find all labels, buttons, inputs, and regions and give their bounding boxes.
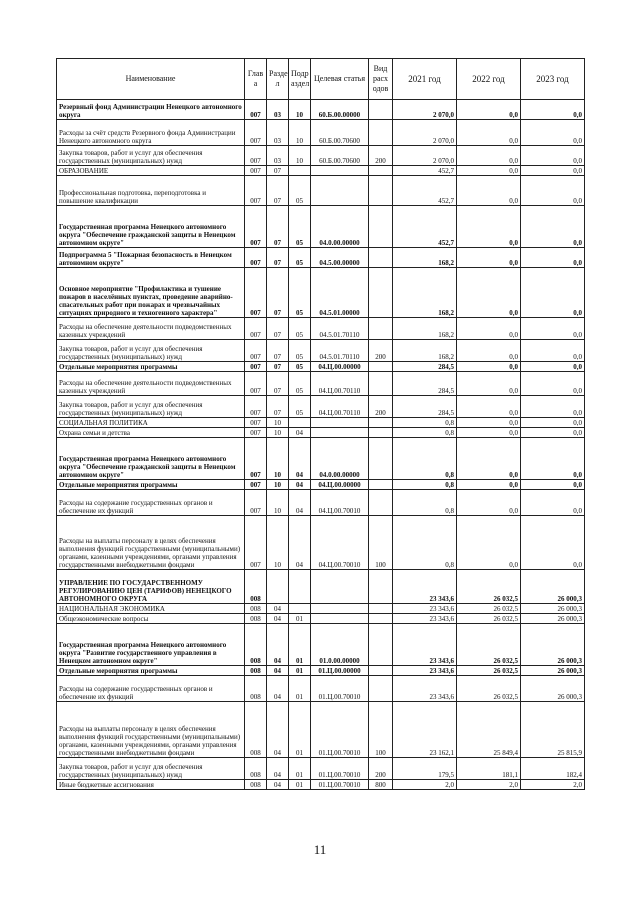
- cell-name: Иные бюджетные ассигнования: [57, 780, 245, 790]
- cell-2022: 0,0: [457, 100, 521, 120]
- cell-statya: 01.Ц.00.70010: [311, 758, 369, 780]
- cell-2022: 2,0: [457, 780, 521, 790]
- cell-podrazdel: 01: [289, 702, 311, 758]
- cell-glava: 008: [245, 676, 267, 702]
- cell-2021: 23 343,6: [393, 666, 457, 676]
- cell-2023: 0,0: [521, 516, 585, 570]
- table-row: [57, 676, 585, 702]
- cell-2022: 0,0: [457, 372, 521, 396]
- cell-2022: 26 032,5: [457, 570, 521, 604]
- cell-2021: 168,2: [393, 340, 457, 362]
- cell-2023: 182,4: [521, 758, 585, 780]
- cell-glava: 007: [245, 146, 267, 166]
- cell-2022: 181,1: [457, 758, 521, 780]
- cell-vid: [369, 666, 393, 676]
- cell-razdel: 07: [267, 396, 289, 418]
- cell-glava: 008: [245, 758, 267, 780]
- cell-name: Отдельные мероприятия программы: [57, 362, 245, 372]
- cell-glava: 008: [245, 702, 267, 758]
- header-vid: Вид расх одов: [369, 59, 393, 100]
- cell-podrazdel: 04: [289, 516, 311, 570]
- cell-glava: 007: [245, 318, 267, 340]
- cell-razdel: 03: [267, 120, 289, 146]
- cell-razdel: [267, 570, 289, 604]
- cell-2023: 0,0: [521, 268, 585, 318]
- cell-2022: 0,0: [457, 340, 521, 362]
- cell-vid: [369, 570, 393, 604]
- cell-2022: 0,0: [457, 418, 521, 428]
- table-row: [57, 166, 585, 176]
- cell-glava: 007: [245, 372, 267, 396]
- cell-glava: 007: [245, 438, 267, 480]
- cell-podrazdel: 05: [289, 206, 311, 248]
- cell-razdel: 04: [267, 614, 289, 624]
- cell-name: Резервный фонд Администрации Ненецкого автономного округа: [57, 100, 245, 120]
- cell-glava: 007: [245, 340, 267, 362]
- cell-razdel: 04: [267, 702, 289, 758]
- cell-2023: 0,0: [521, 100, 585, 120]
- cell-name: Подпрограмма 5 "Пожарная безопасность в Ненецком автономном округе": [57, 248, 245, 268]
- table-header-row: [57, 59, 585, 100]
- cell-vid: [369, 248, 393, 268]
- cell-vid: [369, 614, 393, 624]
- cell-statya: [311, 570, 369, 604]
- cell-vid: [369, 604, 393, 614]
- table-row: [57, 570, 585, 604]
- cell-name: Расходы на содержание государственных органов и обеспечение их функций: [57, 490, 245, 516]
- cell-name: Закупка товаров, работ и услуг для обеспечения государственных (муниципальных) нужд: [57, 758, 245, 780]
- cell-vid: [369, 480, 393, 490]
- cell-2021: 23 343,6: [393, 614, 457, 624]
- cell-name: СОЦИАЛЬНАЯ ПОЛИТИКА: [57, 418, 245, 428]
- cell-vid: [369, 120, 393, 146]
- table-row: [57, 340, 585, 362]
- cell-2022: 0,0: [457, 480, 521, 490]
- cell-glava: 007: [245, 206, 267, 248]
- table-row: [57, 418, 585, 428]
- cell-2021: 0,8: [393, 490, 457, 516]
- cell-glava: 007: [245, 480, 267, 490]
- cell-glava: 008: [245, 780, 267, 790]
- cell-podrazdel: 05: [289, 362, 311, 372]
- cell-2022: 0,0: [457, 206, 521, 248]
- table-row: [57, 362, 585, 372]
- table-row: [57, 490, 585, 516]
- cell-2023: 0,0: [521, 490, 585, 516]
- cell-2023: 0,0: [521, 206, 585, 248]
- cell-statya: 04.5.00.00000: [311, 248, 369, 268]
- cell-razdel: 07: [267, 362, 289, 372]
- table-row: [57, 268, 585, 318]
- cell-2021: 23 343,6: [393, 676, 457, 702]
- table-row: [57, 206, 585, 248]
- cell-2022: 0,0: [457, 120, 521, 146]
- table-row: [57, 100, 585, 120]
- cell-2023: 0,0: [521, 248, 585, 268]
- cell-podrazdel: 01: [289, 614, 311, 624]
- cell-podrazdel: 04: [289, 490, 311, 516]
- cell-vid: [369, 372, 393, 396]
- cell-statya: 60.Б.00.70600: [311, 120, 369, 146]
- cell-2021: 452,7: [393, 206, 457, 248]
- cell-podrazdel: 05: [289, 268, 311, 318]
- cell-2021: 284,5: [393, 396, 457, 418]
- cell-razdel: 04: [267, 676, 289, 702]
- cell-vid: [369, 428, 393, 438]
- cell-razdel: 10: [267, 480, 289, 490]
- table-row: [57, 624, 585, 666]
- table-row: [57, 428, 585, 438]
- cell-2022: 0,0: [457, 146, 521, 166]
- cell-statya: 01.Ц.00.70010: [311, 780, 369, 790]
- cell-razdel: 10: [267, 418, 289, 428]
- cell-glava: 008: [245, 604, 267, 614]
- cell-podrazdel: 10: [289, 120, 311, 146]
- cell-2023: 26 000,3: [521, 666, 585, 676]
- cell-vid: 100: [369, 516, 393, 570]
- cell-2022: 26 032,5: [457, 666, 521, 676]
- cell-statya: 01.Ц.00.70010: [311, 702, 369, 758]
- cell-2021: 168,2: [393, 248, 457, 268]
- cell-name: Государственная программа Ненецкого автономного округа "Обеспечение гражданской защиты в Ненецком автономном округе": [57, 206, 245, 248]
- cell-statya: 04.Ц.00.70010: [311, 490, 369, 516]
- cell-2021: 0,8: [393, 480, 457, 490]
- cell-2021: 2 070,0: [393, 100, 457, 120]
- cell-glava: 008: [245, 666, 267, 676]
- cell-razdel: 10: [267, 428, 289, 438]
- cell-statya: 01.Ц.00.00000: [311, 666, 369, 676]
- cell-podrazdel: [289, 418, 311, 428]
- cell-name: ОБРАЗОВАНИЕ: [57, 166, 245, 176]
- cell-razdel: 07: [267, 268, 289, 318]
- cell-2021: 2 070,0: [393, 120, 457, 146]
- cell-name: Отдельные мероприятия программы: [57, 480, 245, 490]
- cell-podrazdel: [289, 570, 311, 604]
- cell-vid: [369, 268, 393, 318]
- cell-2023: 0,0: [521, 396, 585, 418]
- cell-glava: 007: [245, 516, 267, 570]
- cell-podrazdel: 01: [289, 624, 311, 666]
- cell-razdel: 07: [267, 372, 289, 396]
- cell-2021: 284,5: [393, 372, 457, 396]
- cell-statya: [311, 418, 369, 428]
- cell-podrazdel: 01: [289, 758, 311, 780]
- cell-razdel: 07: [267, 248, 289, 268]
- cell-razdel: 04: [267, 666, 289, 676]
- header-podrazdel: Подр аздел: [289, 59, 311, 100]
- cell-name: Расходы за счёт средств Резервного фонда Администрации Ненецкого автономного округа: [57, 120, 245, 146]
- cell-2021: 23 343,6: [393, 570, 457, 604]
- cell-2022: 0,0: [457, 396, 521, 418]
- cell-2023: 26 000,3: [521, 604, 585, 614]
- cell-2023: 0,0: [521, 340, 585, 362]
- cell-glava: 007: [245, 176, 267, 206]
- cell-vid: [369, 318, 393, 340]
- cell-statya: 04.5.01.70110: [311, 340, 369, 362]
- cell-2023: 26 000,3: [521, 614, 585, 624]
- cell-statya: [311, 176, 369, 206]
- cell-2023: 0,0: [521, 428, 585, 438]
- cell-2021: 168,2: [393, 318, 457, 340]
- cell-razdel: 07: [267, 176, 289, 206]
- cell-2023: 25 815,9: [521, 702, 585, 758]
- cell-vid: [369, 676, 393, 702]
- cell-2023: 26 000,3: [521, 624, 585, 666]
- cell-name: Закупка товаров, работ и услуг для обеспечения государственных (муниципальных) нужд: [57, 146, 245, 166]
- cell-vid: 200: [369, 396, 393, 418]
- cell-2021: 0,8: [393, 438, 457, 480]
- table-row: [57, 318, 585, 340]
- cell-podrazdel: 04: [289, 480, 311, 490]
- cell-vid: [369, 176, 393, 206]
- cell-glava: 007: [245, 166, 267, 176]
- cell-podrazdel: 05: [289, 372, 311, 396]
- cell-razdel: 03: [267, 146, 289, 166]
- cell-2021: 2 070,0: [393, 146, 457, 166]
- header-glava: Глав а: [245, 59, 267, 100]
- cell-2022: 0,0: [457, 268, 521, 318]
- cell-razdel: 07: [267, 166, 289, 176]
- cell-razdel: 03: [267, 100, 289, 120]
- cell-2021: 23 162,1: [393, 702, 457, 758]
- cell-name: Основное мероприятие "Профилактика и тушение пожаров в населённых пунктах, проведение аварийно-спасательных работ при пожарах и чрезвычайных ситуациях природного и техногенного характера": [57, 268, 245, 318]
- cell-name: Закупка товаров, работ и услуг для обеспечения государственных (муниципальных) нужд: [57, 396, 245, 418]
- cell-2022: 26 032,5: [457, 624, 521, 666]
- cell-podrazdel: 01: [289, 676, 311, 702]
- cell-2023: 0,0: [521, 166, 585, 176]
- cell-podrazdel: 05: [289, 396, 311, 418]
- cell-podrazdel: 01: [289, 666, 311, 676]
- cell-2023: 0,0: [521, 176, 585, 206]
- cell-name: Закупка товаров, работ и услуг для обеспечения государственных (муниципальных) нужд: [57, 340, 245, 362]
- cell-podrazdel: 05: [289, 318, 311, 340]
- cell-glava: 007: [245, 396, 267, 418]
- table-body: [57, 100, 585, 790]
- cell-vid: [369, 490, 393, 516]
- cell-vid: 200: [369, 146, 393, 166]
- cell-2023: 0,0: [521, 146, 585, 166]
- cell-statya: 04.Ц.00.70110: [311, 396, 369, 418]
- cell-2022: 0,0: [457, 438, 521, 480]
- cell-2021: 23 343,6: [393, 604, 457, 614]
- cell-2022: 0,0: [457, 318, 521, 340]
- cell-2023: 0,0: [521, 120, 585, 146]
- cell-razdel: 10: [267, 490, 289, 516]
- header-statya: Целевая статья: [311, 59, 369, 100]
- cell-name: Расходы на обеспечение деятельности подведомственных казенных учреждений: [57, 372, 245, 396]
- cell-vid: 100: [369, 702, 393, 758]
- cell-glava: 007: [245, 428, 267, 438]
- cell-name: Отдельные мероприятия программы: [57, 666, 245, 676]
- cell-glava: 008: [245, 614, 267, 624]
- cell-2023: 0,0: [521, 418, 585, 428]
- table-row: [57, 372, 585, 396]
- cell-2022: 0,0: [457, 516, 521, 570]
- table-row: [57, 248, 585, 268]
- table-row: [57, 438, 585, 480]
- cell-2022: 26 032,5: [457, 604, 521, 614]
- cell-2022: 26 032,5: [457, 676, 521, 702]
- cell-vid: 200: [369, 758, 393, 780]
- cell-statya: [311, 604, 369, 614]
- cell-podrazdel: 04: [289, 438, 311, 480]
- cell-glava: 007: [245, 100, 267, 120]
- cell-razdel: 10: [267, 438, 289, 480]
- cell-name: Общеэкономические вопросы: [57, 614, 245, 624]
- cell-razdel: 07: [267, 206, 289, 248]
- cell-statya: 04.5.01.00000: [311, 268, 369, 318]
- cell-statya: [311, 166, 369, 176]
- cell-podrazdel: 01: [289, 780, 311, 790]
- cell-vid: [369, 100, 393, 120]
- cell-razdel: 07: [267, 340, 289, 362]
- cell-name: Расходы на содержание государственных органов и обеспечение их функций: [57, 676, 245, 702]
- cell-vid: [369, 206, 393, 248]
- cell-glava: 008: [245, 570, 267, 604]
- cell-2023: 26 000,3: [521, 570, 585, 604]
- cell-2022: 0,0: [457, 248, 521, 268]
- cell-statya: 04.Ц.00.00000: [311, 480, 369, 490]
- table-row: [57, 666, 585, 676]
- table-row: [57, 396, 585, 418]
- cell-2021: 0,8: [393, 516, 457, 570]
- cell-glava: 007: [245, 120, 267, 146]
- cell-2021: 179,5: [393, 758, 457, 780]
- cell-2021: 0,8: [393, 418, 457, 428]
- cell-vid: 800: [369, 780, 393, 790]
- table-row: [57, 146, 585, 166]
- cell-name: УПРАВЛЕНИЕ ПО ГОСУДАРСТВЕННОМУ РЕГУЛИРОВАНИЮ ЦЕН (ТАРИФОВ) НЕНЕЦКОГО АВТОНОМНОГО ОКРУГА: [57, 570, 245, 604]
- cell-2021: 168,2: [393, 268, 457, 318]
- cell-statya: 04.0.00.00000: [311, 206, 369, 248]
- cell-glava: 008: [245, 624, 267, 666]
- header-name: Наименование: [57, 59, 245, 100]
- cell-statya: 60.Б.00.00000: [311, 100, 369, 120]
- cell-podrazdel: 05: [289, 176, 311, 206]
- cell-razdel: 04: [267, 624, 289, 666]
- cell-podrazdel: 04: [289, 428, 311, 438]
- cell-2021: 2,0: [393, 780, 457, 790]
- cell-2021: 284,5: [393, 362, 457, 372]
- cell-2021: 452,7: [393, 176, 457, 206]
- cell-podrazdel: 10: [289, 100, 311, 120]
- table-row: [57, 614, 585, 624]
- cell-razdel: 10: [267, 516, 289, 570]
- cell-statya: 04.Ц.00.70110: [311, 372, 369, 396]
- cell-statya: 04.5.01.70110: [311, 318, 369, 340]
- cell-2022: 0,0: [457, 166, 521, 176]
- cell-name: Охрана семьи и детства: [57, 428, 245, 438]
- cell-2023: 26 000,3: [521, 676, 585, 702]
- table-row: [57, 176, 585, 206]
- cell-vid: [369, 624, 393, 666]
- page-number: 11: [313, 842, 327, 857]
- cell-2023: 0,0: [521, 480, 585, 490]
- cell-podrazdel: 05: [289, 248, 311, 268]
- cell-2023: 0,0: [521, 438, 585, 480]
- cell-2021: 0,8: [393, 428, 457, 438]
- cell-vid: [369, 166, 393, 176]
- cell-vid: 200: [369, 340, 393, 362]
- cell-statya: 01.Ц.00.70010: [311, 676, 369, 702]
- table-row: [57, 604, 585, 614]
- cell-podrazdel: [289, 604, 311, 614]
- cell-2021: 452,7: [393, 166, 457, 176]
- cell-statya: [311, 614, 369, 624]
- cell-name: Расходы на выплаты персоналу в целях обеспечения выполнения функций государственными (муниципальными) органами, казенными учреждениями, органами управления государственными внебюджетными фондами: [57, 702, 245, 758]
- cell-glava: 007: [245, 490, 267, 516]
- cell-glava: 007: [245, 418, 267, 428]
- cell-2022: 0,0: [457, 490, 521, 516]
- table-row: [57, 516, 585, 570]
- cell-razdel: 04: [267, 780, 289, 790]
- cell-statya: 60.Б.00.70600: [311, 146, 369, 166]
- cell-podrazdel: [289, 166, 311, 176]
- cell-2022: 25 849,4: [457, 702, 521, 758]
- cell-name: Государственная программа Ненецкого автономного округа "Развитие государственного управления в Ненецком автономном округе": [57, 624, 245, 666]
- cell-statya: 01.0.00.00000: [311, 624, 369, 666]
- table-row: [57, 120, 585, 146]
- cell-2023: 2,0: [521, 780, 585, 790]
- cell-glava: 007: [245, 362, 267, 372]
- cell-statya: 04.Ц.00.70010: [311, 516, 369, 570]
- cell-razdel: 04: [267, 604, 289, 614]
- cell-vid: [369, 438, 393, 480]
- budget-table: [56, 58, 585, 790]
- cell-2023: 0,0: [521, 318, 585, 340]
- cell-statya: 04.Ц.00.00000: [311, 362, 369, 372]
- header-2023: 2023 год: [521, 59, 585, 100]
- cell-name: Государственная программа Ненецкого автономного округа "Обеспечение гражданской защиты в Ненецком автономном округе": [57, 438, 245, 480]
- header-2021: 2021 год: [393, 59, 457, 100]
- cell-2023: 0,0: [521, 372, 585, 396]
- cell-razdel: 07: [267, 318, 289, 340]
- table-row: [57, 702, 585, 758]
- cell-2022: 0,0: [457, 176, 521, 206]
- cell-glava: 007: [245, 248, 267, 268]
- cell-2021: 23 343,6: [393, 624, 457, 666]
- table-row: [57, 758, 585, 780]
- header-2022: 2022 год: [457, 59, 521, 100]
- cell-vid: [369, 362, 393, 372]
- table-row: [57, 780, 585, 790]
- cell-name: Профессиональная подготовка, переподготовка и повышение квалификации: [57, 176, 245, 206]
- cell-2023: 0,0: [521, 362, 585, 372]
- cell-statya: [311, 428, 369, 438]
- cell-podrazdel: 05: [289, 340, 311, 362]
- cell-razdel: 04: [267, 758, 289, 780]
- cell-vid: [369, 418, 393, 428]
- cell-podrazdel: 10: [289, 146, 311, 166]
- cell-2022: 0,0: [457, 362, 521, 372]
- header-razdel: Разде л: [267, 59, 289, 100]
- cell-statya: 04.0.00.00000: [311, 438, 369, 480]
- cell-name: Расходы на обеспечение деятельности подведомственных казенных учреждений: [57, 318, 245, 340]
- cell-name: НАЦИОНАЛЬНАЯ ЭКОНОМИКА: [57, 604, 245, 614]
- cell-2022: 0,0: [457, 428, 521, 438]
- cell-name: Расходы на выплаты персоналу в целях обеспечения выполнения функций государственными (муниципальными) органами, казенными учреждениями, органами управления государственными внебюджетными фондами: [57, 516, 245, 570]
- cell-2022: 26 032,5: [457, 614, 521, 624]
- table-row: [57, 480, 585, 490]
- cell-glava: 007: [245, 268, 267, 318]
